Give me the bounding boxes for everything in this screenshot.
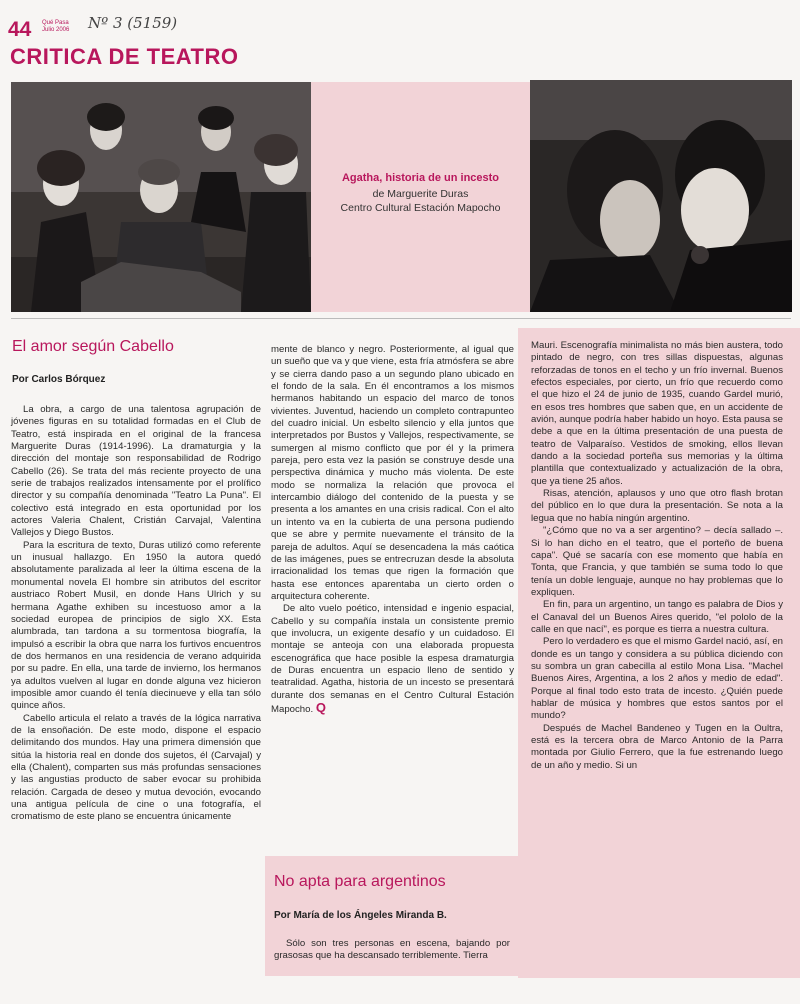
article-column-2 (271, 344, 514, 716)
paragraph: En fin, para un argentino, un tango es palabra de Dios y el Canaval del un Buenos Aires querido, "el pololo de la calle en que nací", es porque es tierra a nuestra cultura. (531, 599, 783, 635)
paragraph (271, 603, 514, 716)
magazine-name: Qué Pasa (42, 20, 69, 26)
page-number: 44 (8, 18, 32, 41)
divider-rule (11, 318, 791, 319)
magazine-date: Julio 2006 (42, 27, 70, 33)
play-title: Agatha, historia de un incesto (341, 172, 500, 184)
paragraph: "¿Cómo que no va a ser argentino? – decía sallado –. Si lo han dicho en el teatro, que el porteño de buena capa". Qué se sacaría con ese momento que había en Tonta, que Francia, y que también se suma todo lo que tenía un doble lenguaje, aunque no hay problemas que lo expliquen. (531, 525, 783, 598)
second-article-start (274, 938, 510, 963)
end-mark: Q (315, 699, 326, 715)
cast-group-image (11, 82, 311, 312)
paragraph: Cabello articula el relato a través de la lógica narrativa de la ensoñación. De este modo, dispone el espacio delimitando dos mundos. Hay una primera dimensión que sitúa la historia real en donde dos sujetos, él (Carvajal) y ella (Chalent), comparten sus más profundas sensaciones y las angustias producto de saber evocar su prohibida relación. Cargada de deseo y mutua devoción, evocando una antigua película de cine o una fotografía, el cromatismo de este plano se encuentra únicamente (11, 712, 261, 823)
paragraph: Pero lo verdadero es que el mismo Gardel nació, así, en donde es un tango y considera a su pública diciendo con su sombra un gran cabecilla al estilo Mona Lisa. "Machel Buenos Aires, Argentina, a los 2 años y medio de edad". Porque al final todo esto trata de incesto. ¿Quién puede hablar de música y hombres que estos santos por el mundo? (531, 636, 783, 722)
paragraph: Risas, atención, aplausos y uno que otro flash brotan del público en lo que dura la presentación. Se nota a la legua que no había ningún argentino. (531, 488, 783, 524)
paragraph-text: De alto vuelo poético, intensidad e ingenio espacial, Cabello y su compañía instala un consistente premio que involucra, un exigente desafío y un cuidadoso. El montaje se anteoja con una elaborada propuesta escenográfica que hace posible la espesa dramaturgia de Duras encuentra un espacio lleno de sentido y teatralidad. Agatha, historia de un incesto se presentará durante dos semanas en el Centro Cultural Estación Mapocho. (271, 603, 514, 715)
article-title: El amor según Cabello (12, 338, 174, 355)
actors-embrace-photo (530, 80, 792, 312)
article-column-3 (531, 340, 783, 772)
play-venue: Centro Cultural Estación Mapocho (340, 202, 501, 214)
paragraph: Mauri. Escenografía minimalista no más bien austera, todo pintado de negro, con tres sillas dispuestas, algunas reforzadas de tonos en el techo y un frío invernal. Buenos efectos especiales, por cierto, un frío que recuerdo como el que hizo el 24 de junio de 1935, cuando Gardel murió, en esos tres hombres que saben que, en un accidente de avión, aunque podría haber habido un hoyo. Esta pausa se debe a que en la última presentación de una puesta de teatro de Valparaíso. Vestidos de smoking, ellos llevan dando a la sociedad porteña sus memorias y la última plantilla que contextualizado y actualización de la obra, que ya tiene 25 años. (531, 340, 783, 487)
cast-group-photo (11, 82, 311, 312)
actors-embrace-image (530, 80, 792, 312)
paragraph: Sólo son tres personas en escena, bajando por grasosas que ha descansado terriblemente. Tierra (274, 938, 510, 962)
article-column-1 (11, 404, 261, 824)
paragraph: La obra, a cargo de una talentosa agrupación de jóvenes figuras en su totalidad formadas en el Club de Teatro, está inspirada en el original de la francesa Marguerite Duras (1914-1996). La dramaturgia y la dirección del montaje son responsabilidad de Rodrigo Cabello (26). Se trata del más reciente proyecto de una serie de trabajos realizados intensamente por el prolífico director y su compañía denominada "Teatro La Puna". El colectivo está integrado en esta oportunidad por los actores Valeria Chalent, Cristián Carvajal, Valentina Vallejos y Diego Bustos. (11, 404, 261, 539)
article-byline: Por Carlos Bórquez (12, 374, 106, 385)
handwritten-note: Nº 3 (5159) (88, 14, 178, 32)
section-title: CRITICA DE TEATRO (10, 44, 239, 69)
photo-caption-box (311, 82, 530, 312)
second-article-byline: Por María de los Ángeles Miranda B. (274, 910, 447, 921)
second-article-title: No apta para argentinos (274, 873, 446, 890)
paragraph: Después de Machel Bandeneo y Tugen en la Oultra, está es la tercera obra de Marco Antonio de la Parra montada por Giulio Ferrero, que la fue estrenando luego de un año y medio. Si un (531, 722, 783, 771)
magazine-label (42, 20, 69, 34)
paragraph: Para la escritura de texto, Duras utilizó como referente un inusual hallazgo. En 1950 la autora quedó absolutamente paralizada al leer la última escena de la monumental novela El hombre sin atributos del escritor austriaco Robert Musil, en donde Hans Ulrich y su hermana Agathe exhiben su incestuoso amor a la sociedad europea de principios de siglo XX. Esta alumbrada, tan tardona a su tormentosa biografía, la impulsó a escribir la obra que narra los furtivos encuentros de dos hermanos en una residencia de verano adquirida por su padre. En ella, una tarde de invierno, los hermanos ya adultos vuelven al lugar en donde alguna vez hicieron imposible amor cuando él tenía diecinueve y ella tan sólo quince años. (11, 539, 261, 712)
paragraph: mente de blanco y negro. Posteriormente, al igual que un sueño que va y que viene, esta fría atmósfera se abre y se cierra dando paso a un segundo plano ubicado en el fondo de la sala. En él encontramos a los mismos hermanos habitando un espacio del marco de tonos vivientes. Juventud, haciendo un completo contrapunteo del cuadro inicial. Un esbelto silencio y ella juntos que interpretados por Bustos y Vallejos, respectivamente, se sumergen al mismo conflicto que por él y la primera pareja, pero esta vez la pasión se construye desde una perspectiva dinámica y mucho más violenta. De este modo se normaliza la relación que provoca el intercambio diálogo del contenido de la puesta y se presenta a los amantes en una crisis radical. Con el alto un intento va en la cubierta de una persona pudiendo que se abre y permite nuevamente el tránsito de la pareja de adultos. Aquí se desencadena la más caótica de las imágenes, pues se entrecruzan desde la absoluta irracionalidad los temas que rigen la formación que hasta ese entonces aparentaba un cierto orden o arquitectura coherente. (271, 344, 514, 602)
play-author: de Marguerite Duras (372, 188, 469, 200)
